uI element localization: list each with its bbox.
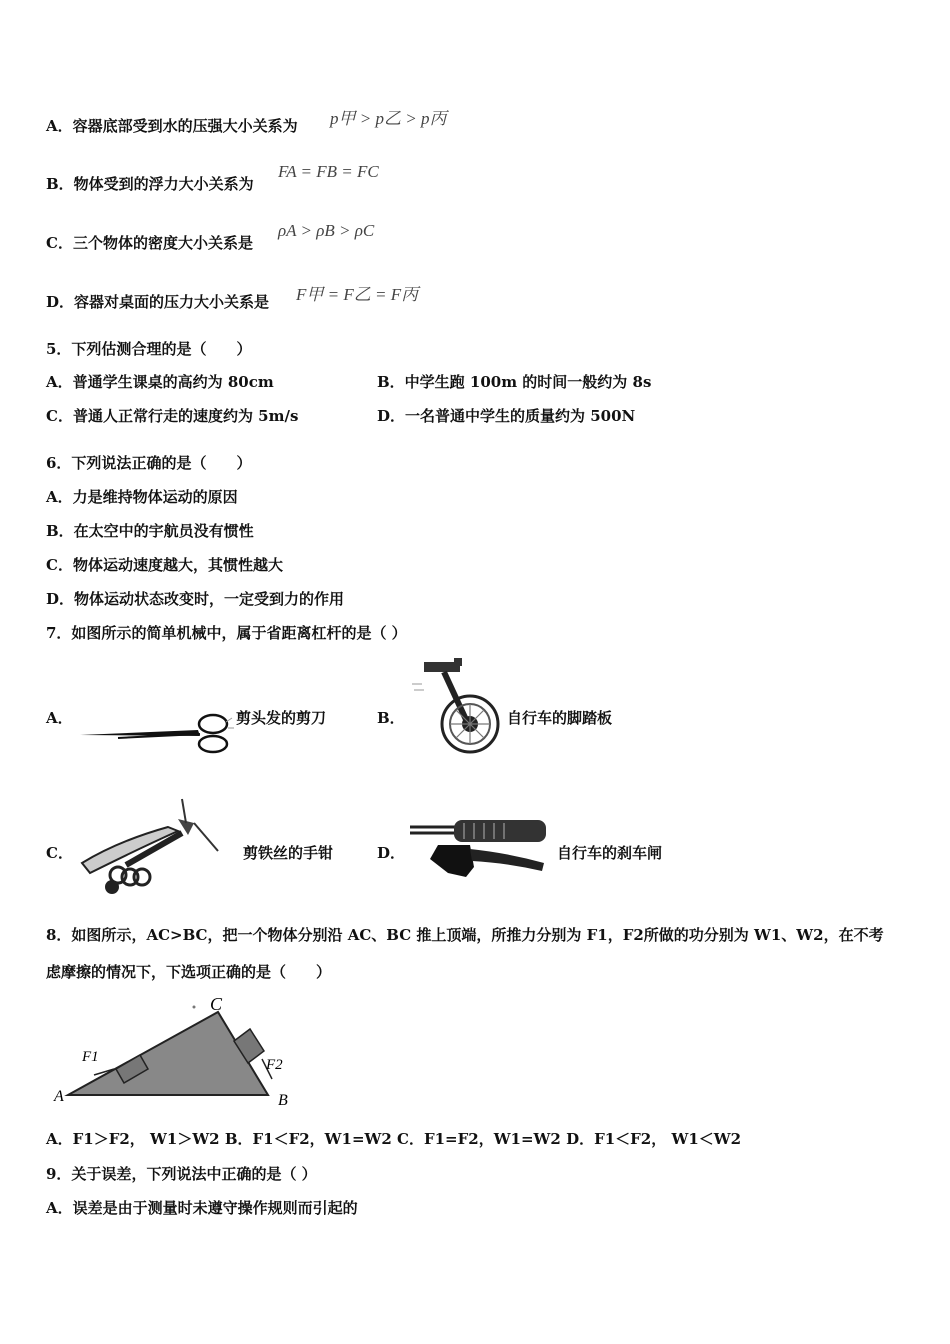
q8-stem-line2: 虑摩擦的情况下，下选项正确的是（ ） [46,963,332,981]
pliers-image [78,793,238,898]
diagram-label-a: A [54,1088,64,1105]
q8-options: A．F1＞F2， W1＞W2 B．F1＜F2，W1=W2 C．F1=F2，W1=W2 D．F1＜F2， W1＜W2 [46,1130,742,1148]
q9-option-a: A．误差是由于测量时未遵守操作规则而引起的 [46,1199,358,1217]
q7-option-c-letter: C． [46,844,73,862]
scissors-image [78,700,238,760]
q7-option-c-caption: 剪铁丝的手钳 [243,844,334,862]
diagram-label-f2: F2 [266,1057,283,1073]
q6-stem: 6．下列说法正确的是（ ） [46,454,252,472]
diagram-label-f1: F1 [82,1049,99,1065]
q9-stem: 9．关于误差，下列说法中正确的是（ ） [46,1165,317,1183]
diagram-label-b: B [278,1092,288,1109]
bicycle-brake-image [408,815,550,887]
q5-stem: 5．下列估测合理的是（ ） [46,340,252,358]
q4-option-d-label: D．容器对桌面的压力大小关系是 [46,293,270,311]
q7-option-d-caption: 自行车的刹车闸 [557,844,663,862]
q4-option-a [46,116,298,136]
bicycle-pedal-image [408,656,508,756]
q6-option-c: C．物体运动速度越大，其惯性越大 [46,556,283,574]
q5-option-b: B．中学生跑 100m 的时间一般约为 8s [377,373,652,391]
q4-option-b-label: B．物体受到的浮力大小关系为 [46,175,254,193]
q5-option-c: C．普通人正常行走的速度约为 5m/s [46,407,299,425]
q4-option-a-label: A．容器底部受到水的压强大小关系为 [46,117,298,135]
incline-diagram [50,995,300,1110]
q7-option-a-letter: A． [46,709,73,727]
q5-option-a: A．普通学生课桌的高约为 80cm [46,373,274,391]
q8-stem-line1: 8．如图所示，AC>BC，把一个物体分别沿 AC、BC 推上顶端，所推力分别为 F1，F2所做的功分别为 W1、W2，在不考 [46,926,884,944]
q7-option-b-letter: B． [377,709,405,727]
q4-option-b [46,174,254,194]
q7-option-a-caption: 剪头发的剪刀 [236,709,327,727]
q6-option-a: A．力是维持物体运动的原因 [46,488,238,506]
q5-option-d: D．一名普通中学生的质量约为 500N [377,407,636,425]
q4-option-d [46,292,269,312]
q6-option-d: D．物体运动状态改变时，一定受到力的作用 [46,590,345,608]
q7-option-b-caption: 自行车的脚踏板 [507,709,613,727]
q7-stem: 7．如图所示的简单机械中，属于省距离杠杆的是（ ） [46,624,407,642]
q4-option-b-formula: FA = FB = FC [278,162,379,181]
diagram-label-c: C [210,995,223,1014]
q4-option-c [46,233,253,253]
q4-option-c-formula: ρA > ρB > ρC [278,221,375,240]
q4-option-d-formula: F甲 = F乙 = F丙 [296,285,419,304]
q7-option-d-letter: D． [377,844,406,862]
q4-option-a-formula: p甲 > p乙 > p丙 [330,109,447,128]
q4-option-c-label: C．三个物体的密度大小关系是 [46,234,253,252]
q6-option-b: B．在太空中的宇航员没有惯性 [46,522,254,540]
